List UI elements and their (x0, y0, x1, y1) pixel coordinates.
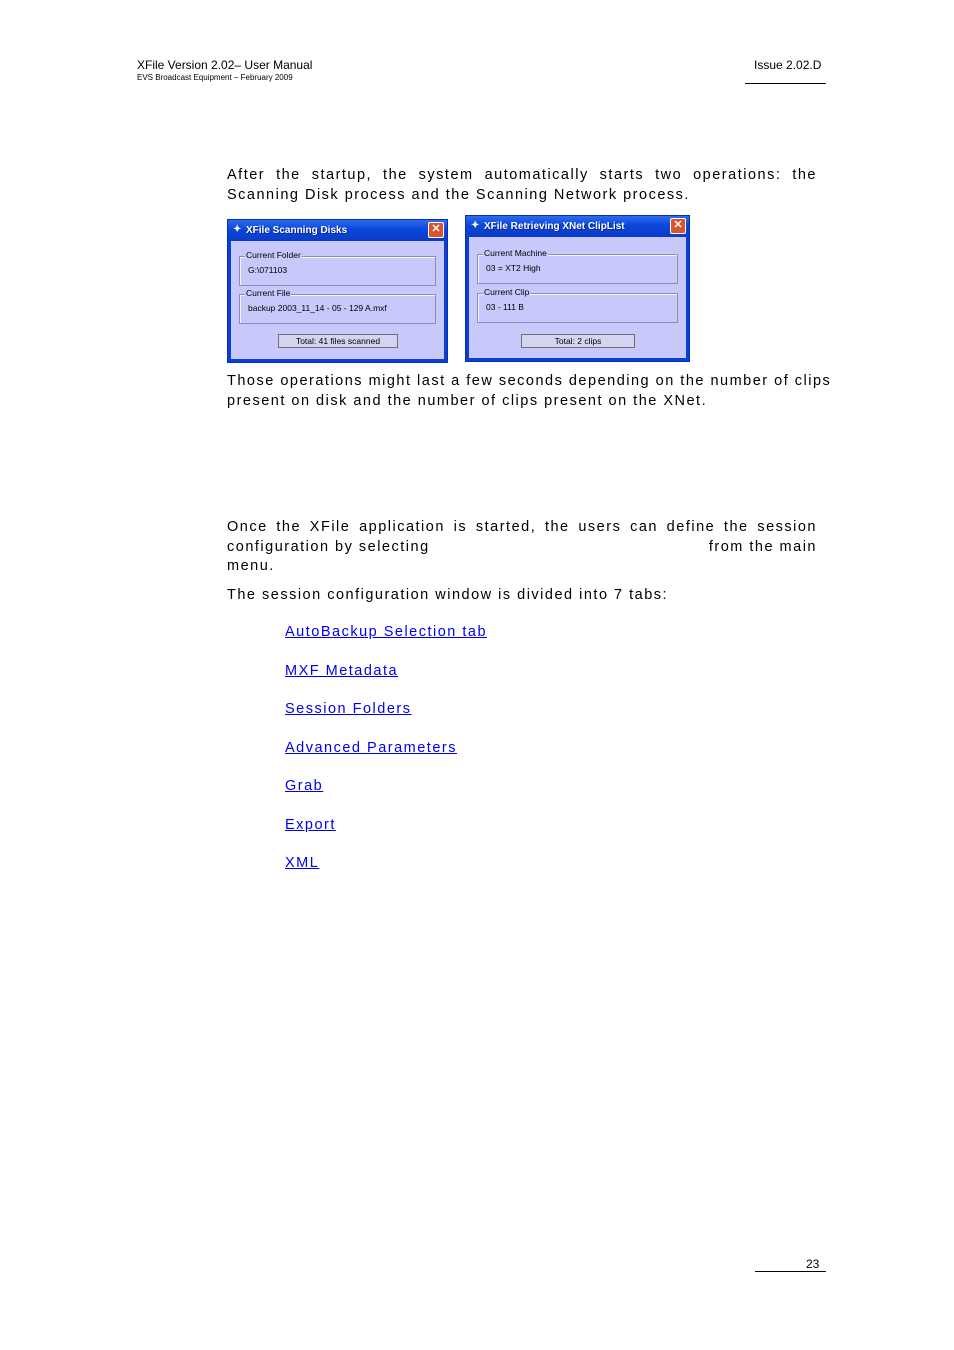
session-line-2-end: from the main (708, 538, 817, 555)
current-machine-value: 03 = XT2 High (486, 263, 541, 273)
issue-label: Issue 2.02.D (754, 58, 822, 72)
dialog-body (469, 237, 686, 358)
link-mxf-metadata[interactable]: MXF Metadata (285, 663, 399, 679)
xnet-cliplist-dialog (465, 215, 690, 362)
session-line-2 (227, 538, 817, 558)
current-file-value: backup 2003_11_14 - 05 - 129 A.mxf (248, 303, 387, 313)
link-autobackup-selection-tab[interactable]: AutoBackup Selection tab (285, 624, 488, 640)
ops-line-2: present on disk and the number of clips present on the XNet. (227, 392, 708, 409)
scanning-disks-dialog (227, 219, 448, 363)
link-grab[interactable]: Grab (285, 778, 324, 794)
current-clip-value: 03 - 111 B (486, 302, 524, 312)
session-line-1: Once the XFile application is started, the users can define the session (227, 519, 817, 535)
session-line-2-start: configuration by selecting (227, 538, 430, 555)
session-line-3: menu. (227, 558, 275, 574)
dialog-title: XFile Scanning Disks (246, 225, 348, 236)
link-advanced-parameters[interactable]: Advanced Parameters (285, 740, 457, 756)
current-file-group (239, 288, 436, 324)
tabs-intro-text: The session configuration window is divided into 7 tabs: (227, 587, 669, 603)
session-paragraph (227, 518, 817, 577)
app-icon: ✦ (471, 220, 480, 231)
footer-rule (755, 1271, 826, 1272)
close-icon[interactable]: ✕ (670, 218, 686, 234)
intro-line-2: Scanning Disk process and the Scanning Network process. (227, 186, 690, 203)
tabs-intro (227, 586, 817, 606)
close-icon[interactable]: ✕ (428, 222, 444, 238)
current-folder-group (239, 250, 436, 286)
status-total: Total: 41 files scanned (278, 334, 398, 348)
dialog-titlebar (228, 220, 447, 241)
dialog-title: XFile Retrieving XNet ClipList (484, 221, 625, 232)
current-clip-label: Current Clip (484, 287, 530, 297)
intro-paragraph (227, 166, 817, 205)
dialog-titlebar (466, 216, 689, 237)
current-folder-label: Current Folder (246, 250, 301, 260)
intro-line-1: After the startup, the system automatically starts two operations: the (227, 167, 817, 183)
page-number: 23 (806, 1257, 820, 1271)
current-file-label: Current File (246, 288, 291, 298)
link-session-folders[interactable]: Session Folders (285, 701, 412, 717)
app-icon: ✦ (233, 224, 242, 235)
ops-line-1: Those operations might last a few seconds depending on the number of clips (227, 373, 832, 389)
manual-subtitle: EVS Broadcast Equipment – February 2009 (137, 73, 293, 82)
current-machine-label: Current Machine (484, 248, 547, 258)
manual-title: XFile Version 2.02– User Manual (137, 58, 313, 72)
link-xml[interactable]: XML (285, 855, 320, 871)
current-clip-group (477, 287, 678, 323)
current-folder-value: G:\071103 (248, 265, 288, 275)
dialog-body (231, 241, 444, 359)
operations-paragraph (227, 372, 832, 411)
status-total: Total: 2 clips (521, 334, 635, 348)
header-rule (745, 83, 826, 84)
current-machine-group (477, 248, 678, 284)
link-export[interactable]: Export (285, 817, 336, 833)
